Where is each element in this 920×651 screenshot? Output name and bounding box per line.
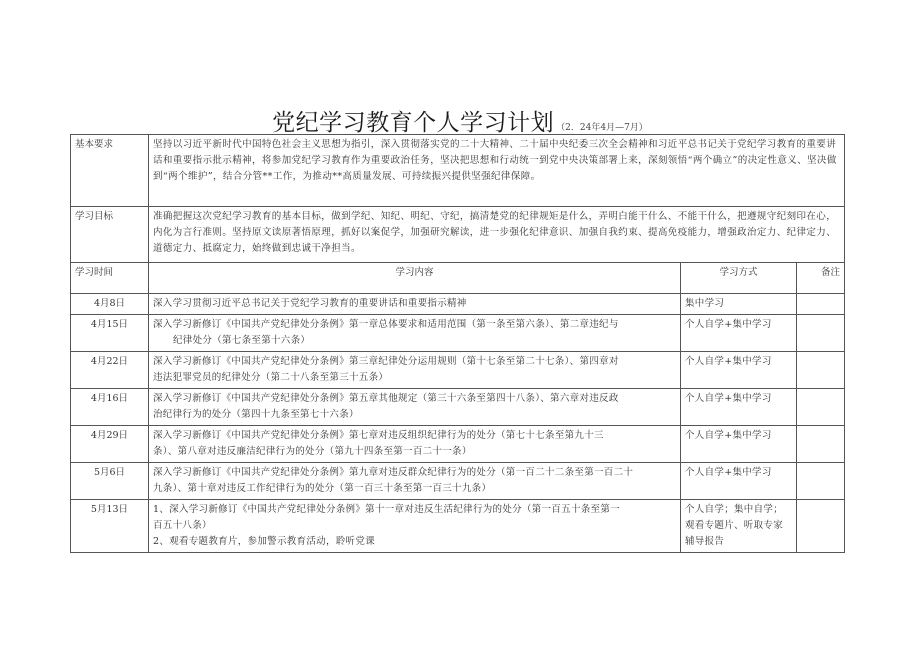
goals-row	[71, 207, 845, 263]
goals-text: 准确把握这次党纪学习教育的基本目标，做到学纪、知纪、明纪、守纪，搞清楚党的纪律规矩是什么，弄明白能干什么、不能干什么，把遵规守纪刻印在心，内化为言行准则。坚持原文读原著悟原理，抓好以案促学，加强研究解读，进一步强化纪律意识、加强自我约束、提高免疫能力，增强政治定力、纪律定力、道德定力、抵腐定力，始终做到忠诚干净担当。	[149, 207, 845, 263]
schedule-content	[149, 426, 681, 463]
content-line: 深入学习新修订《中国共产党纪律处分条例》第三章纪律处分运用规则（第十七条至第二十七条）、第四章对	[153, 356, 619, 367]
schedule-date: 4月29日	[71, 426, 149, 463]
schedule-date: 4月16日	[71, 389, 149, 426]
schedule-content	[149, 315, 681, 352]
schedule-method	[681, 500, 797, 553]
schedule-date: 5月13日	[71, 500, 149, 553]
schedule-method	[681, 294, 797, 315]
schedule-method	[681, 426, 797, 463]
header-content: 学习内容	[149, 263, 681, 294]
method-line: 个人自学+集中学习	[685, 430, 772, 441]
header-time: 学习时间	[71, 263, 149, 294]
title-main: 党纪学习教育个人学习计划	[272, 110, 555, 136]
document-title	[0, 104, 920, 137]
content-line: 深入学习新修订《中国共产党纪律处分条例》第九章对违反群众纪律行为的处分（第一百二十二条至第一百二十	[153, 467, 634, 478]
schedule-row	[71, 500, 845, 553]
schedule-date: 4月22日	[71, 352, 149, 389]
schedule-date: 4月15日	[71, 315, 149, 352]
header-row	[71, 263, 845, 294]
schedule-row	[71, 426, 845, 463]
schedule-method	[681, 315, 797, 352]
method-line: 个人自学+集中学习	[685, 319, 772, 330]
content-line: 深入学习新修订《中国共产党纪律处分条例》第五章其他规定（第三十六条至第四十八条）、第六章对违反政	[153, 393, 619, 404]
method-line: 个人自学+集中学习	[685, 356, 772, 367]
schedule-remarks	[797, 500, 845, 553]
schedule-content	[149, 294, 681, 315]
schedule-row	[71, 389, 845, 426]
method-line: 个人自学+集中学习	[685, 467, 772, 478]
schedule-remarks	[797, 352, 845, 389]
method-line: 个人自学+集中学习	[685, 393, 772, 404]
content-line: 条）、第八章对违反廉洁纪律行为的处分（第九十四条至第一百二十一条）	[153, 446, 472, 457]
content-line: 2、观看专题教育片，参加警示教育活动，聆听党课	[153, 536, 375, 547]
schedule-date: 5月6日	[71, 463, 149, 500]
requirements-row	[71, 135, 845, 207]
method-line: 集中学习	[685, 298, 725, 309]
method-line: 观看专题片、听取专家	[685, 520, 784, 531]
schedule-remarks	[797, 463, 845, 500]
schedule-row	[71, 352, 845, 389]
method-line: 个人自学；集中自学；	[685, 504, 784, 515]
content-line: 九条）、第十章对违反工作纪律行为的处分（第一百三十条至第一百三十九条）	[153, 483, 492, 494]
schedule-content	[149, 352, 681, 389]
schedule-method	[681, 463, 797, 500]
schedule-row	[71, 294, 845, 315]
content-line: 深入学习新修订《中国共产党纪律处分条例》第一章总体要求和适用范围（第一条至第六条）、第二章违纪与	[153, 319, 619, 330]
schedule-row	[71, 463, 845, 500]
schedule-row	[71, 315, 845, 352]
schedule-remarks	[797, 426, 845, 463]
goals-label: 学习目标	[71, 207, 149, 263]
schedule-content	[149, 463, 681, 500]
header-method: 学习方式	[681, 263, 797, 294]
schedule-method	[681, 352, 797, 389]
content-line: 深入学习新修订《中国共产党纪律处分条例》第七章对违反组织纪律行为的处分（第七十七条至第九十三	[153, 430, 604, 441]
content-line: 纪律处分（第七条至第十六条）	[173, 335, 311, 346]
requirements-label: 基本要求	[71, 135, 149, 207]
content-line: 深入学习贯彻习近平总书记关于党纪学习教育的重要讲话和重要指示精神	[153, 298, 467, 309]
schedule-date: 4月8日	[71, 294, 149, 315]
content-line: 1、深入学习新修订《中国共产党纪律处分条例》第十一章对违反生活纪律行为的处分（第一百五十条至第一	[153, 504, 620, 515]
content-line: 违法犯罪党员的纪律处分（第二十八条至第三十五条）	[153, 372, 389, 383]
schedule-remarks	[797, 315, 845, 352]
content-line: 百五十八条）	[153, 520, 212, 531]
title-date-range: （2．24年4月—7月）	[556, 123, 648, 133]
plan-rows	[71, 294, 845, 553]
schedule-remarks	[797, 389, 845, 426]
schedule-content	[149, 500, 681, 553]
header-remarks: 备注	[797, 263, 845, 294]
study-plan-table	[70, 134, 845, 553]
content-line: 治纪律行为的处分（第四十九条至第七十六条）	[153, 409, 359, 420]
requirements-text: 坚持以习近平新时代中国特色社会主义思想为指引，深入贯彻落实党的二十大精神、二十届中央纪委三次全会精神和习近平总书记关于党纪学习教育的重要讲话和重要指示批示精神，将参加党纪学习教育作为重要政治任务，坚决把思想和行动统一到党中央决策部署上来，深刻领悟“两个确立”的决定性意义、坚决做到“两个维护”，结合分管**工作，为推动**高质量发展、可持续振兴提供坚强纪律保障。	[149, 135, 845, 207]
schedule-content	[149, 389, 681, 426]
method-line: 辅导报告	[685, 536, 725, 547]
schedule-method	[681, 389, 797, 426]
schedule-remarks	[797, 294, 845, 315]
